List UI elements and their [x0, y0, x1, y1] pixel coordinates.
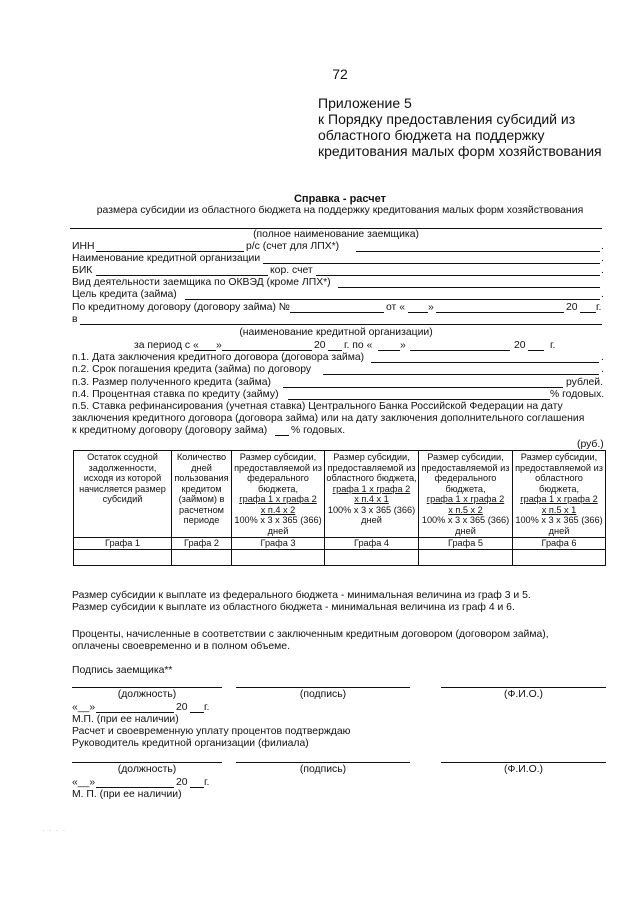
quote: » — [400, 340, 406, 351]
contract-label: По кредитному договору (договору займа) № — [72, 302, 290, 313]
date-suffix: г. — [204, 702, 210, 713]
position-line — [72, 687, 222, 688]
corr-line — [316, 275, 600, 276]
appendix-line: областного бюджета на поддержку — [318, 127, 545, 143]
corr-label: кор. счет — [270, 265, 313, 276]
p2-line — [323, 374, 599, 375]
table-cell[interactable] — [513, 550, 606, 566]
formula-line1: графа 1 х графа 2 — [426, 494, 505, 504]
date-month-line — [96, 787, 174, 788]
date-suffix: г. — [204, 777, 210, 788]
header-text: Размер субсидии, предоставляемой из областного бюджета, — [515, 452, 603, 494]
formula-line1: графа 1 х графа 2 — [520, 494, 598, 504]
signature-caption: (подпись) — [299, 689, 347, 700]
period-to-year — [528, 350, 544, 351]
date-year-line — [190, 787, 204, 788]
dot: . — [601, 265, 604, 276]
dot: . — [601, 289, 604, 300]
p5-unit: % годовых. — [291, 425, 346, 436]
table-row — [74, 550, 606, 566]
note-interest: Проценты, начисленные в соответствии с заключенным кредитным договором (договором займа), — [72, 629, 549, 640]
fio-caption: (Ф.И.О.) — [503, 689, 544, 700]
head-text: Руководитель кредитной организации (филиала) — [72, 738, 309, 749]
graph-cell: Графа 3 — [232, 538, 325, 550]
contract-day-line — [408, 312, 428, 313]
period-from-month — [222, 350, 312, 351]
table-header-cell: Количество дней пользования кредитом (займом) в расчетном периоде — [172, 451, 232, 538]
period-from-year — [328, 350, 342, 351]
credit-org-caption: (наименование кредитной организации) — [239, 327, 433, 338]
item-p3: п.3. Размер полученного кредита (займа) — [72, 377, 272, 388]
p3-line — [283, 387, 563, 388]
header-text: Размер субсидии, предоставляемой из федерального бюджета, — [421, 452, 510, 494]
fio-line — [441, 687, 606, 688]
borrower-name-caption: (полное наименование заемщика) — [253, 229, 419, 240]
fio-caption: (Ф.И.О.) — [503, 764, 544, 775]
formula-denominator: 100% х 3 х 365 (366) дней — [234, 515, 322, 536]
quote: » — [216, 340, 222, 351]
table-cell[interactable] — [172, 550, 232, 566]
formula-denominator: 100% х 3 х 365 (366) дней — [327, 504, 416, 525]
p4-line — [288, 399, 550, 400]
quote: » — [428, 302, 434, 313]
bik-line — [96, 275, 268, 276]
account-label: р/с (счет для ЛПХ*) — [246, 241, 340, 252]
graph-cell: Графа 5 — [419, 538, 513, 550]
item-p2: п.2. Срок погашения кредита (займа) по договору — [72, 364, 312, 375]
note-federal: Размер субсидии к выплате из федерального бюджета - минимальная величина из граф 3 и 5. — [72, 590, 531, 601]
contract-month-line — [436, 312, 564, 313]
fio-line — [441, 762, 606, 763]
inn-line — [96, 251, 244, 252]
formula-denominator: 100% х 3 х 365 (366) дней — [515, 515, 603, 536]
appendix-header — [318, 95, 602, 159]
position-line — [72, 762, 222, 763]
year-suffix: г. — [550, 340, 556, 351]
dot: . — [601, 253, 604, 264]
period-to-day — [378, 350, 400, 351]
date-year: 20 — [176, 702, 188, 713]
activity-label: Вид деятельности заемщика по ОКВЭД (кроме ЛПХ*) — [72, 277, 331, 288]
position-caption: (должность) — [117, 689, 177, 700]
formula-line2: х п.5 х 2 — [448, 504, 483, 515]
p3-unit: рублей. — [566, 377, 603, 388]
item-p1: п.1. Дата заключения кредитного договора (договора займа) — [72, 352, 365, 363]
activity-line — [338, 287, 600, 288]
table-cell[interactable] — [419, 550, 513, 566]
table-header-cell — [513, 451, 606, 538]
signature-line — [236, 687, 410, 688]
purpose-line — [185, 299, 600, 300]
header-text: Размер субсидии, предоставляемой из областного бюджета, — [326, 452, 417, 483]
page-number: 72 — [332, 66, 348, 82]
period-label: за период с « — [134, 340, 199, 351]
credit-org-label: Наименование кредитной организации — [72, 253, 261, 264]
purpose-label: Цель кредита (займа) — [72, 289, 177, 300]
appendix-line: Приложение 5 — [318, 95, 412, 111]
p1-line — [371, 362, 599, 363]
header-text: Размер субсидии, предоставляемой из федерального бюджета, — [234, 452, 322, 494]
table-header-cell — [419, 451, 513, 538]
account-line — [356, 251, 600, 252]
date-year: 20 — [176, 777, 188, 788]
stamp-note: М. П. (при ее наличии) — [72, 789, 182, 800]
table-cell[interactable] — [74, 550, 172, 566]
graph-cell: Графа 6 — [513, 538, 606, 550]
table-header-cell: Остаток ссудной задолженности, исходя из которой начисляется размер субсидий — [74, 451, 172, 538]
formula-line2: х п.4 х 2 — [260, 504, 296, 515]
formula-line2: х п.4 х 1 — [354, 494, 389, 504]
graph-cell: Графа 2 — [172, 538, 232, 550]
table-cell[interactable] — [325, 550, 419, 566]
contract-number-line — [290, 312, 384, 313]
year-suffix: г. — [596, 302, 602, 313]
contract-from: от « — [386, 302, 405, 313]
scan-artifact: · · · · — [42, 826, 67, 835]
date-year-line — [190, 712, 204, 713]
inn-label: ИНН — [72, 241, 95, 252]
formula-line1: графа 1 х графа 2 — [239, 494, 317, 504]
appendix-line: к Порядку предоставления субсидий из — [318, 111, 576, 127]
item-p5-line3: к кредитному договору (договору займа) — [72, 425, 268, 436]
formula-line1: графа 1 х графа 2 — [332, 483, 411, 494]
calculation-table — [73, 450, 606, 566]
form-subtitle: размера субсидии из областного бюджета на поддержку кредитования малых форм хозяйствования — [96, 205, 584, 216]
item-p4: п.4. Процентная ставка по кредиту (займу) — [72, 389, 279, 400]
date-open: «__» — [72, 702, 96, 713]
graph-cell: Графа 1 — [74, 538, 172, 550]
date-open: «__» — [72, 777, 96, 788]
contract-year-line — [580, 312, 596, 313]
period-to-month — [410, 350, 510, 351]
formula-denominator: 100% х 3 х 365 (366) дней — [421, 515, 510, 536]
borrower-signature-label: Подпись заемщика** — [72, 665, 173, 676]
item-p5-line2: заключения кредитного договора (договора займа) или на дату заключения дополнительного соглашения — [72, 413, 585, 424]
currency-label: (руб.) — [577, 439, 604, 450]
dot: . — [601, 352, 604, 363]
stamp-note: М.П. (при ее наличии) — [72, 714, 179, 725]
table-header-row — [74, 451, 606, 538]
table-header-cell — [232, 451, 325, 538]
appendix-line: кредитования малых форм хозяйствования — [318, 143, 602, 159]
year-prefix: 20 — [514, 340, 526, 351]
note-interest-line2: оплачены своевременно и в полном объеме. — [72, 641, 290, 652]
signature-caption: (подпись) — [299, 764, 347, 775]
confirm-text: Расчет и своевременную уплату процентов подтверждаю — [72, 726, 351, 737]
signature-line — [236, 762, 410, 763]
credit-org-line — [263, 263, 600, 264]
period-from-day — [194, 350, 216, 351]
credit-org-name-line — [80, 324, 602, 325]
bik-label: БИК — [72, 265, 93, 276]
graph-cell: Графа 4 — [325, 538, 419, 550]
date-month-line — [96, 712, 174, 713]
note-regional: Размер субсидии к выплате из областного бюджета - минимальная величина из граф 4 и 6. — [72, 602, 515, 613]
dot: . — [601, 364, 604, 375]
formula-line2: х п.5 х 1 — [541, 504, 577, 515]
table-graph-row — [74, 538, 606, 550]
table-header-cell — [325, 451, 419, 538]
period-to-label: г. по « — [344, 340, 373, 351]
in-label: в — [72, 314, 78, 325]
p4-unit: % годовых. — [550, 389, 605, 400]
p5-line — [275, 435, 289, 436]
table-cell[interactable] — [232, 550, 325, 566]
position-caption: (должность) — [117, 764, 177, 775]
year-prefix: 20 — [314, 340, 326, 351]
form-title: Справка - расчет — [293, 193, 386, 205]
dot: . — [601, 241, 604, 252]
item-p5: п.5. Ставка рефинансирования (учетная ставка) Центрального Банка Российской Федерации на дату — [72, 401, 563, 412]
year-prefix: 20 — [566, 302, 578, 313]
